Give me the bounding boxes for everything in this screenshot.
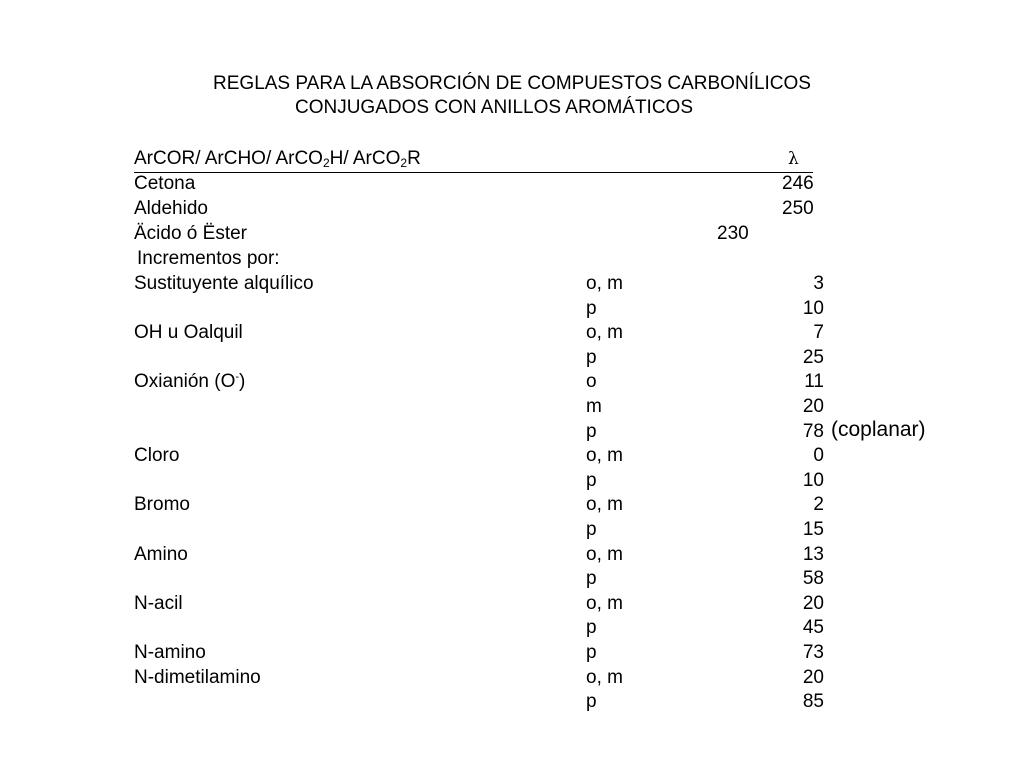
substituent-name: Oxianión (O-) <box>134 371 246 393</box>
substituent-name: N-dimetilamino <box>134 666 261 688</box>
table-row <box>0 689 1024 714</box>
substituent-name: N-amino <box>134 642 206 663</box>
header-formula: ArCOR/ ArCHO/ ArCO$_2$H/ ArCO$_2$R <box>134 148 421 170</box>
increment-note: (coplanar) <box>831 417 926 441</box>
increment-value: 10 <box>802 297 824 319</box>
increment-value: 25 <box>802 346 824 368</box>
table-row <box>0 468 1024 493</box>
ring-position: p <box>586 568 597 590</box>
increment-value: 78 <box>802 420 824 442</box>
ring-position: p <box>586 297 597 319</box>
increment-value: 7 <box>813 322 824 344</box>
increment-value: 20 <box>802 666 824 688</box>
base-name: Cetona <box>134 173 196 194</box>
table-row <box>0 345 1024 370</box>
table-header <box>134 146 813 173</box>
increment-value: 10 <box>802 469 824 491</box>
ring-position: p <box>586 617 597 639</box>
ring-position: o <box>586 371 597 393</box>
ring-position: p <box>586 642 597 663</box>
lambda-symbol: λ <box>788 149 799 169</box>
base-value: 230 <box>717 223 749 244</box>
increment-value: 20 <box>802 396 824 417</box>
substituent-name: Amino <box>134 543 188 565</box>
substituent-name: OH u Oalquil <box>134 322 243 344</box>
base-name: Aldehido <box>134 198 208 219</box>
table-row <box>0 566 1024 591</box>
table-row <box>0 320 1024 345</box>
table-row <box>0 542 1024 567</box>
ring-position: p <box>586 691 597 713</box>
ring-position: o, m <box>586 273 623 294</box>
increment-value: 73 <box>802 642 824 663</box>
table-row <box>0 419 1024 444</box>
ring-position: o, m <box>586 322 623 344</box>
increment-value: 85 <box>802 691 824 713</box>
substituent-name: N-acil <box>134 592 183 614</box>
ring-position: p <box>586 346 597 368</box>
increments-label-row <box>0 246 1024 271</box>
increment-value: 15 <box>802 519 824 540</box>
table-row <box>0 591 1024 616</box>
ring-position: o, m <box>586 592 623 614</box>
substituent-name: Cloro <box>134 445 180 467</box>
base-row-cetona <box>0 171 1024 196</box>
increment-value: 3 <box>813 273 824 294</box>
base-row-aldehido <box>0 196 1024 221</box>
increments-label: Incrementos por: <box>137 248 280 269</box>
title-line-1: REGLAS PARA LA ABSORCIÓN DE COMPUESTOS CARBONÍLICOS <box>213 73 811 94</box>
ring-position: o, m <box>586 445 623 467</box>
table-row <box>0 443 1024 468</box>
increment-value: 2 <box>813 494 824 516</box>
title-line-2: CONJUGADOS CON ANILLOS AROMÁTICOS <box>294 97 694 118</box>
increment-value: 20 <box>802 592 824 614</box>
table-row <box>0 615 1024 640</box>
increment-value: 13 <box>802 543 824 565</box>
table-row <box>0 394 1024 419</box>
base-value: 246 <box>782 173 814 194</box>
table-row <box>0 271 1024 296</box>
table-row <box>0 517 1024 542</box>
ring-position: o, m <box>586 494 623 516</box>
ring-position: p <box>586 420 597 442</box>
base-name: Äcido ó Ëster <box>134 223 247 244</box>
table-row <box>0 492 1024 517</box>
substituent-name: Sustituyente alquílico <box>134 273 314 294</box>
substituent-name: Bromo <box>134 494 190 516</box>
table-row <box>0 369 1024 394</box>
ring-position: p <box>586 469 597 491</box>
table-row <box>0 296 1024 321</box>
ring-position: o, m <box>586 666 623 688</box>
increment-value: 58 <box>802 568 824 590</box>
increment-value: 45 <box>802 617 824 639</box>
increment-value: 0 <box>813 445 824 467</box>
ring-position: o, m <box>586 543 623 565</box>
table-row <box>0 640 1024 665</box>
base-row-acido-ester <box>0 221 1024 246</box>
ring-position: m <box>586 396 602 417</box>
table-row <box>0 665 1024 690</box>
base-value: 250 <box>782 198 814 219</box>
increment-value: 11 <box>804 371 824 393</box>
ring-position: p <box>586 519 597 540</box>
